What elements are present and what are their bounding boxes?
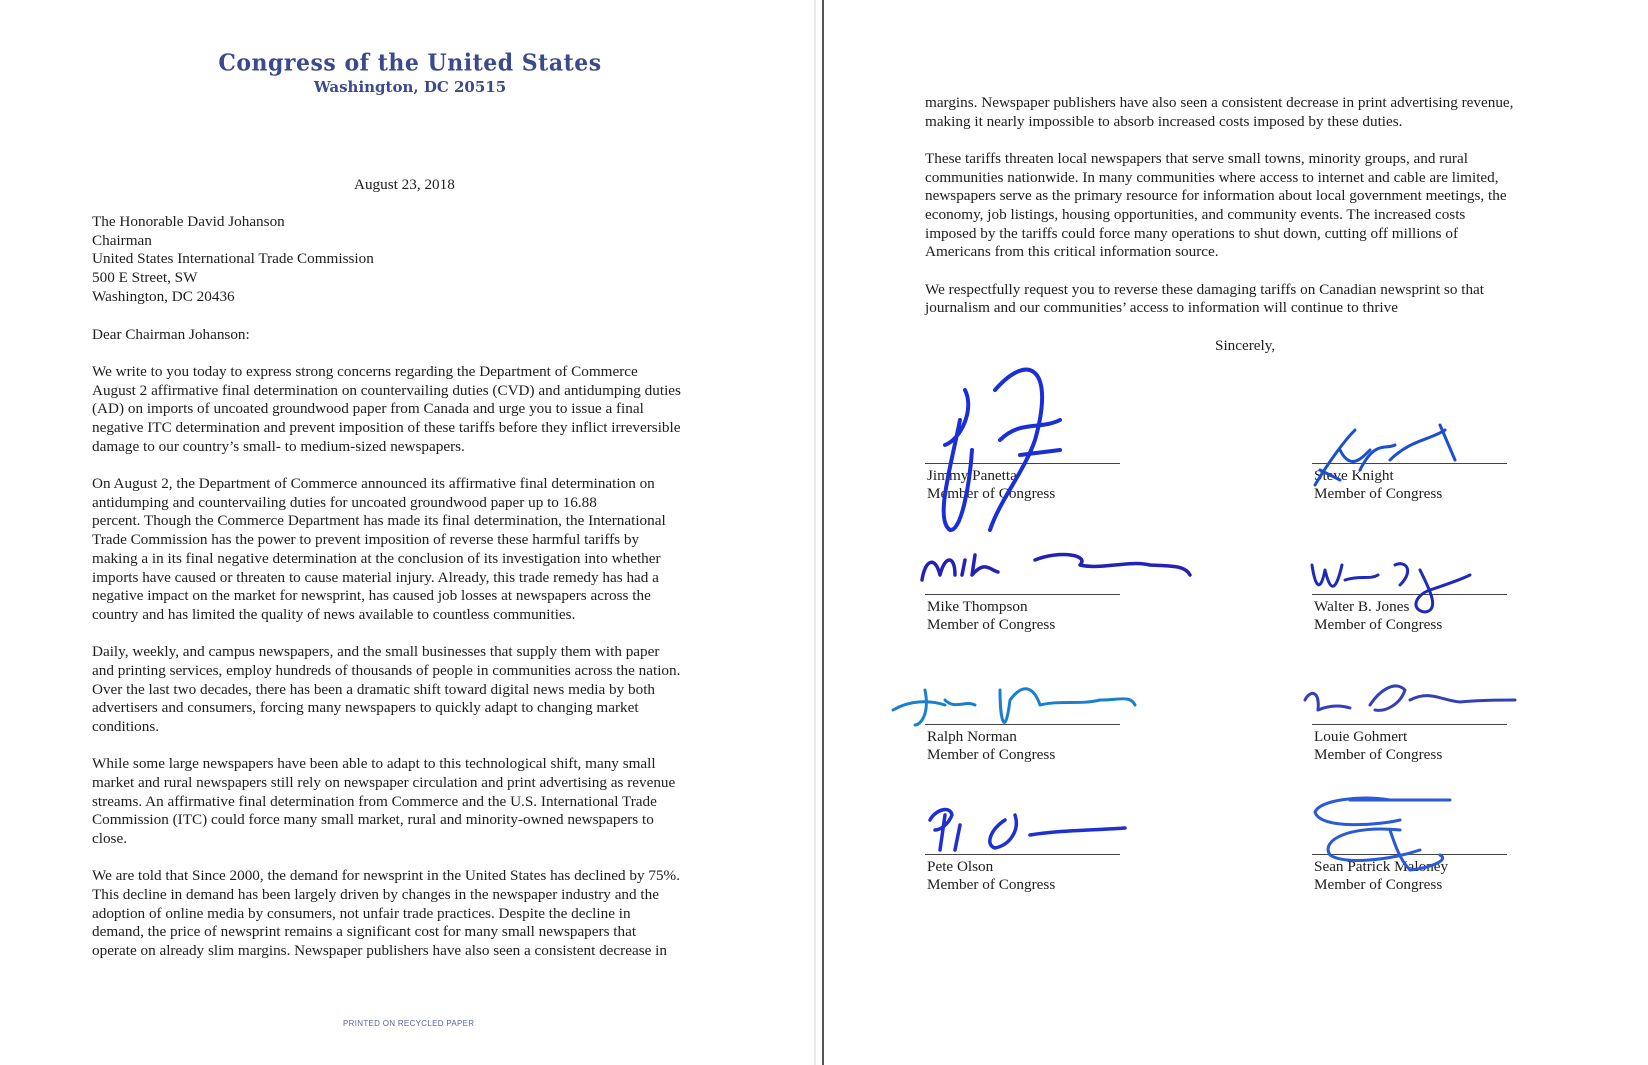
signatory-name: Sean Patrick Maloney [1314, 858, 1449, 875]
body-paragraph [925, 150, 1585, 262]
paragraph-line: economy, job listings, housing opportunities, and community events. The increased costs [925, 206, 1466, 224]
paragraph-line: conditions. [92, 717, 160, 735]
paragraph-line: imposed by the tariffs could force many operations to shut down, cutting off millions of [925, 224, 1459, 242]
signatory-title: Member of Congress [927, 616, 1056, 633]
body-paragraph [92, 475, 732, 625]
signature-line [925, 463, 1120, 464]
letterhead [190, 50, 630, 96]
signature-line [925, 854, 1120, 855]
signatory-name: Mike Thompson [927, 598, 1028, 615]
paragraph-line: On August 2, the Department of Commerce announced its affirmative final determination on [92, 475, 655, 493]
letter-date: August 23, 2018 [354, 176, 455, 193]
paragraph-line: Daily, weekly, and campus newspapers, and the small businesses that supply them with paper [92, 643, 660, 661]
signatory-title: Member of Congress [1314, 485, 1443, 502]
paragraph-line: imports have caused or threaten to cause material injury. Already, this trade remedy has had a [92, 568, 659, 586]
paragraph-line: and printing services, employ hundreds of thousands of people in communities across the nation. [92, 661, 681, 679]
paragraph-line: negative impact on the market for newsprint, has caused job losses at newspapers across the [92, 587, 651, 605]
paragraph-line: communities nationwide. In many communities where access to internet and cable are limited, [925, 168, 1499, 186]
paragraph-line: operate on already slim margins. Newspaper publishers have also seen a consistent decrease in [92, 941, 667, 959]
addressee-line: Chairman [92, 231, 152, 249]
paragraph-line: Trade Commission has the power to prevent imposition of reverse these harmful tariffs by [92, 531, 640, 549]
letter-page-1 [0, 0, 814, 1065]
body-paragraph [925, 281, 1585, 318]
salutation: Dear Chairman Johanson: [92, 326, 250, 343]
paragraph-line: These tariffs threaten local newspapers that serve small towns, minority groups, and rural [925, 149, 1468, 167]
signatory-name: Pete Olson [927, 858, 994, 875]
paragraph-line: market and rural newspapers still rely on newspaper circulation and print advertising as revenue [92, 773, 676, 791]
body-paragraph [925, 94, 1585, 131]
paragraph-line: margins. Newspaper publishers have also seen a consistent decrease in print advertising revenue, [925, 94, 1514, 111]
paragraph-line: close. [92, 829, 128, 847]
paragraph-line: This decline in demand has been largely driven by changes in the newspaper industry and the [92, 885, 659, 903]
paragraph-line: percent. Though the Commerce Department has made its final determination, the International [92, 512, 666, 530]
signatory-name: Walter B. Jones [1314, 598, 1410, 615]
signature-line [1312, 724, 1507, 725]
paragraph-line: Commission (ITC) could force many small market, rural and minority-owned newspapers to [92, 811, 654, 829]
body-paragraph [92, 363, 732, 457]
paragraph-line: streams. An affirmative final determination from Commerce and the U.S. International Trade [92, 792, 657, 810]
paragraph-line: country and has limited the quality of news available to countless communities. [92, 605, 576, 623]
signatory-title: Member of Congress [1314, 616, 1443, 633]
signature-line [925, 594, 1120, 595]
body-paragraph [92, 643, 732, 737]
paragraph-line: damage to our country’s small- to medium-sized newspapers. [92, 437, 465, 455]
paragraph-line: making a in its final negative determination at the conclusion of its investigation into whether [92, 549, 661, 567]
closing: Sincerely, [1215, 337, 1276, 354]
letterhead-title: Congress of the United States [218, 49, 602, 77]
paragraph-line: While some large newspapers have been able to adapt to this technological shift, many small [92, 755, 656, 773]
paragraph-line: demand, the price of newsprint remains a significant cost for many small newspapers that [92, 923, 637, 941]
paragraph-line: (AD) on imports of uncoated groundwood paper from Canada and urge you to issue a final [92, 400, 644, 418]
signatory-title: Member of Congress [1314, 876, 1443, 893]
paragraph-line: journalism and our communities’ access to information will continue to thrive [925, 299, 1398, 317]
paragraph-line: Americans from this critical information source. [925, 243, 1219, 261]
paragraph-line: newspapers serve as the primary resource for information about local government meetings, the [925, 187, 1507, 205]
paragraph-line: adoption of online media by consumers, not unfair trade practices. Despite the decline in [92, 904, 631, 922]
recycled-paper-footer: PRINTED ON RECYCLED PAPER [343, 1019, 475, 1028]
addressee-line: 500 E Street, SW [92, 269, 198, 287]
signatory-name: Louie Gohmert [1314, 728, 1408, 745]
paragraph-line: advertisers and consumers, forcing many newspapers to quickly adapt to changing market [92, 699, 639, 717]
paragraph-line: We respectfully request you to reverse these damaging tariffs on Canadian newsprint so that [925, 280, 1484, 298]
signatory-name: Ralph Norman [927, 728, 1017, 745]
signature-line [925, 724, 1120, 725]
addressee-block [92, 213, 374, 307]
signatory-title: Member of Congress [927, 876, 1056, 893]
signature-line [1312, 594, 1507, 595]
addressee-line: The Honorable David Johanson [92, 213, 285, 230]
paragraph-line: We write to you today to express strong concerns regarding the Department of Commerce [92, 363, 638, 380]
signature-line [1312, 463, 1507, 464]
signatory-title: Member of Congress [1314, 746, 1443, 763]
body-paragraph [92, 755, 732, 849]
paragraph-line: making it nearly impossible to absorb increased costs imposed by these duties. [925, 112, 1403, 130]
signature-line [1312, 854, 1507, 855]
page-edge-shadow [814, 0, 816, 1065]
addressee-line: Washington, DC 20436 [92, 287, 235, 305]
letter-body-page-1 [92, 363, 732, 979]
addressee-line: United States International Trade Commission [92, 250, 374, 268]
paragraph-line: August 2 affirmative final determination on countervailing duties (CVD) and antidumping duties [92, 381, 681, 399]
body-paragraph [92, 867, 732, 961]
paragraph-line: Over the last two decades, there has been a dramatic shift toward digital news media by both [92, 680, 656, 698]
letterhead-subtitle: Washington, DC 20515 [313, 78, 507, 96]
signatory-title: Member of Congress [927, 485, 1056, 502]
letter-body-page-2 [925, 94, 1585, 337]
paragraph-line: We are told that Since 2000, the demand for newsprint in the United States has declined by 75%. [92, 867, 680, 885]
paragraph-line: antidumping and countervailing duties for uncoated groundwood paper up to 16.88 [92, 493, 597, 511]
signatory-name: Jimmy Panetta [927, 467, 1017, 484]
signatory-name: Steve Knight [1314, 467, 1394, 484]
paragraph-line: negative ITC determination and prevent imposition of these tariffs before they inflict irreversible [92, 419, 681, 437]
signatory-title: Member of Congress [927, 746, 1056, 763]
